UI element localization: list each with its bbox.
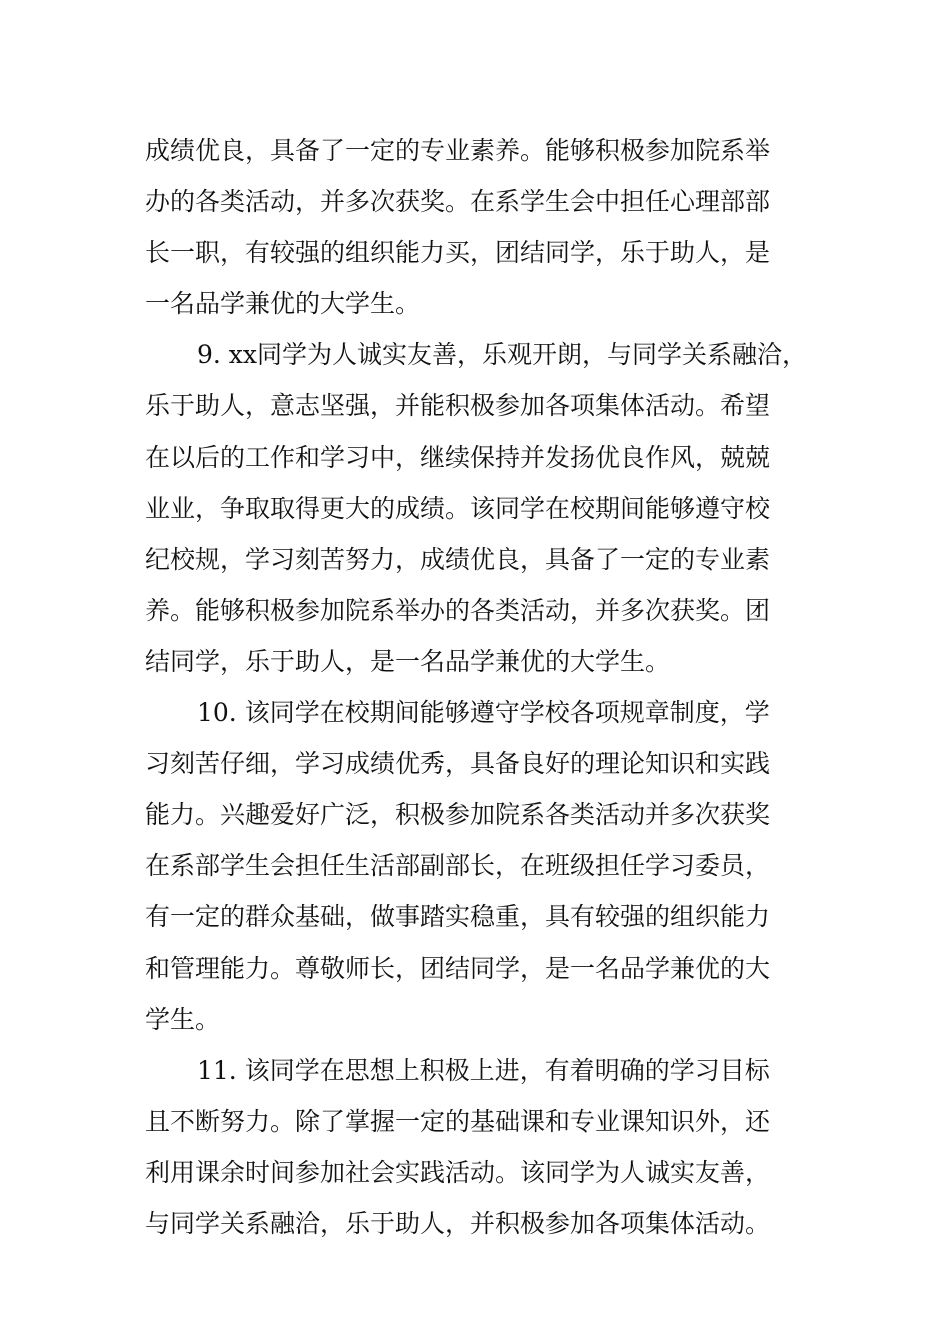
text-line: 乐于助人，意志坚强，并能积极参加各项集体活动。希望 xyxy=(145,391,771,421)
text-line: 在以后的工作和学习中，继续保持并发扬优良作风，兢兢 xyxy=(145,442,771,472)
text-line: 习刻苦仔细，学习成绩优秀，具备良好的理论知识和实践 xyxy=(145,749,771,779)
text-line: 10. 该同学在校期间能够遵守学校各项规章制度，学 xyxy=(197,698,770,728)
text-line: 利用课余时间参加社会实践活动。该同学为人诚实友善， xyxy=(145,1157,771,1187)
paragraph-11 xyxy=(145,1045,810,1249)
text-line: 长一职，有较强的组织能力买，团结同学，乐于助人，是 xyxy=(145,238,771,268)
text-line: 与同学关系融洽，乐于助人，并积极参加各项集体活动。 xyxy=(145,1208,771,1238)
paragraph-10 xyxy=(145,687,810,1045)
text-line: 结同学，乐于助人，是一名品学兼优的大学生。 xyxy=(145,646,671,676)
text-line: 成绩优良，具备了一定的专业素养。能够积极参加院系举 xyxy=(145,136,771,165)
text-line: 11. 该同学在思想上积极上进，有着明确的学习目标 xyxy=(197,1055,770,1085)
paragraph-9 xyxy=(145,329,810,687)
text-line: 在系部学生会担任生活部副部长，在班级担任学习委员， xyxy=(145,851,771,881)
document-body xyxy=(145,125,810,1249)
text-line: 能力。兴趣爱好广泛，积极参加院系各类活动并多次获奖 xyxy=(145,800,771,830)
text-line: 且不断努力。除了掌握一定的基础课和专业课知识外，还 xyxy=(145,1106,771,1136)
text-line: 和管理能力。尊敬师长，团结同学，是一名品学兼优的大 xyxy=(145,953,771,983)
text-line: 9. xx同学为人诚实友善，乐观开朗，与同学关系融洽， xyxy=(197,340,807,370)
text-line: 学生。 xyxy=(145,1004,221,1034)
text-line: 办的各类活动，并多次获奖。在系学生会中担任心理部部 xyxy=(145,187,771,217)
text-line: 有一定的群众基础，做事踏实稳重，具有较强的组织能力 xyxy=(145,902,771,932)
text-line: 一名品学兼优的大学生。 xyxy=(145,289,421,319)
text-line: 纪校规，学习刻苦努力，成绩优良，具备了一定的专业素 xyxy=(145,544,771,574)
text-line: 业业，争取取得更大的成绩。该同学在校期间能够遵守校 xyxy=(145,493,771,523)
text-line: 养。能够积极参加院系举办的各类活动，并多次获奖。团 xyxy=(145,595,771,625)
paragraph-8-continuation xyxy=(145,125,810,329)
